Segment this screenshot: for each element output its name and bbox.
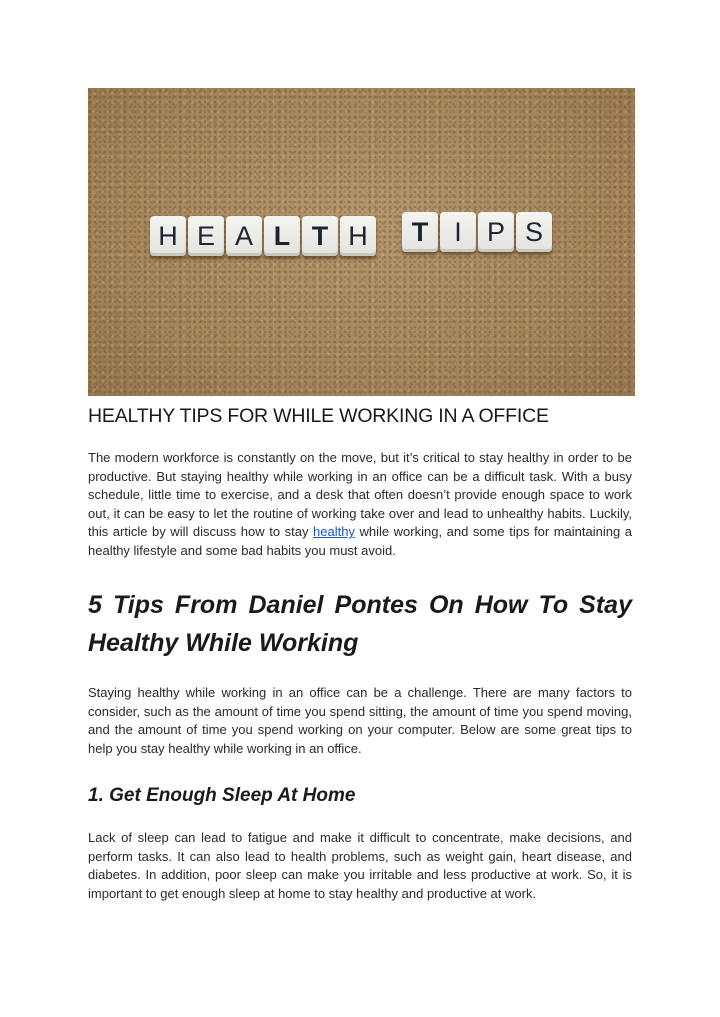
intro-text-before-link: The modern workforce is constantly on the move, but it’s critical to stay healthy in order to be productive. But staying healthy while working in an office can be a difficult task. With a busy schedule, little time to exercise, and a desk that often doesn’t provide enough space to work out, it can be easy to let the routine of working take over and lead to unhealthy habits. Luckily, this article by will discuss how to stay	[88, 450, 632, 540]
letter-tile: T	[302, 216, 338, 256]
letter-tile: I	[440, 212, 476, 252]
healthy-link[interactable]: healthy	[313, 524, 355, 540]
health-tips-tiles	[150, 216, 554, 256]
intro-text-after-link: while working, and some tips for maintaining a healthy lifestyle and some bad habits you must avoid.	[88, 524, 632, 558]
article-title: HEALTHY TIPS FOR WHILE WORKING IN A OFFICE	[88, 405, 549, 427]
letter-tile: L	[264, 216, 300, 256]
section-heading-line2: Healthy While Working	[88, 629, 359, 657]
letter-tile: T	[402, 212, 438, 252]
letter-tile: A	[226, 216, 262, 256]
letter-tile: S	[516, 212, 552, 252]
letter-tile: P	[478, 212, 514, 252]
section-intro-paragraph: Staying healthy while working in an office can be a challenge. There are many factors to consider, such as the amount of time you spend sitting, the amount of time you spend moving, and the amount of time you spend working on your computer. Below are some great tips to help you stay healthy while working in an office.	[88, 685, 632, 756]
tip1-heading: 1. Get Enough Sleep At Home	[88, 785, 356, 806]
hero-image	[88, 88, 635, 396]
section-heading-line1: 5 Tips From Daniel Pontes On How To Stay	[88, 591, 632, 619]
letter-tile: H	[340, 216, 376, 256]
letter-tile: H	[150, 216, 186, 256]
intro-paragraph	[88, 449, 632, 561]
tip1-paragraph: Lack of sleep can lead to fatigue and make it difficult to concentrate, make decisions, and perform tasks. It can also lead to health problems, such as weight gain, heart disease, and diabetes. In addition, poor sleep can make you irritable and less productive at work. So, it is important to get enough sleep at home to stay healthy and productive at work.	[88, 830, 632, 901]
letter-tile: E	[188, 216, 224, 256]
section-heading	[88, 586, 632, 662]
